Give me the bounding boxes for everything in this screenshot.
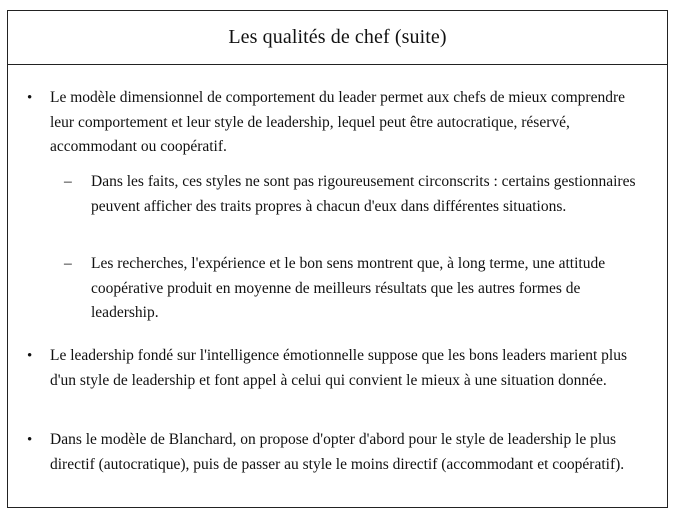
title-bar — [8, 11, 667, 65]
dash-marker: – — [64, 173, 72, 190]
bullet-text: Le modèle dimensionnel de comportement du leader permet aux chefs de mieux comprendre leur comportement et leur style de leadership, lequel peut être autocratique, réservé, accommodant ou coopératif. — [50, 89, 626, 155]
bullet-marker: • — [27, 348, 33, 364]
slide-content — [8, 64, 667, 507]
bullet-item — [27, 86, 650, 160]
bullet-text: Dans le modèle de Blanchard, on propose d'opter d'abord pour le style de leadership le plus directif (autocratique), puis de passer au style le moins directif (accommodant et coopératif). — [50, 431, 625, 473]
slide-title: Les qualités de chef (suite) — [228, 26, 447, 48]
bullet-item — [27, 344, 650, 393]
bullet-marker: • — [27, 90, 33, 106]
sub-bullet-text: Les recherches, l'expérience et le bon sens montrent que, à long terme, une attitude coopérative produit en moyenne de meilleurs résultats que les autres formes de leadership. — [91, 255, 606, 321]
bullet-text: Le leadership fondé sur l'intelligence émotionnelle suppose que les bons leaders marient plus d'un style de leadership et font appel à celui qui convient le mieux à une situation donnée. — [50, 347, 627, 389]
dash-marker: – — [64, 255, 72, 272]
sub-bullet-text: Dans les faits, ces styles ne sont pas rigoureusement circonscrits : certains gestionnaires peuvent afficher des traits propres à chacun d'eux dans différentes situations. — [91, 173, 636, 215]
bullet-marker: • — [27, 432, 33, 448]
bullet-item — [27, 428, 650, 477]
slide-frame — [7, 10, 668, 508]
sub-bullet-item — [64, 170, 647, 219]
sub-bullet-item — [64, 252, 647, 326]
